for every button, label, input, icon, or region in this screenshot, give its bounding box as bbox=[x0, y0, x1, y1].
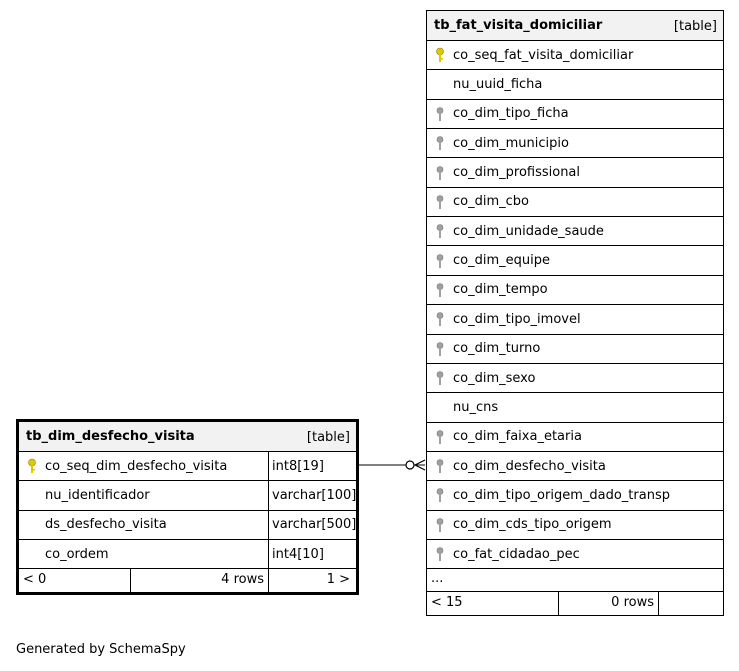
column-row[interactable] bbox=[427, 364, 723, 392]
primary-key-icon bbox=[26, 458, 38, 474]
primary-key-icon bbox=[434, 47, 446, 63]
column-name: nu_cns bbox=[453, 399, 499, 415]
foreign-key-icon bbox=[434, 517, 446, 533]
column-type: int4[10] bbox=[272, 546, 324, 562]
column-name: ds_desfecho_visita bbox=[45, 517, 167, 533]
table-footer bbox=[19, 569, 356, 593]
parent-count[interactable]: < 0 bbox=[23, 572, 47, 588]
column-row[interactable] bbox=[427, 217, 723, 245]
table-header bbox=[19, 422, 356, 451]
column-name: co_dim_sexo bbox=[453, 370, 536, 386]
foreign-key-icon bbox=[434, 311, 446, 327]
column-row[interactable] bbox=[427, 335, 723, 363]
table-type-tag: [table] bbox=[673, 19, 717, 34]
column-name: co_dim_desfecho_visita bbox=[453, 458, 606, 474]
column-row[interactable] bbox=[427, 100, 723, 128]
table-name: tb_dim_desfecho_visita bbox=[26, 429, 195, 444]
column-row[interactable] bbox=[427, 393, 723, 421]
column-row[interactable] bbox=[427, 305, 723, 333]
table-tb-dim-desfecho-visita[interactable] bbox=[16, 419, 359, 595]
column-row[interactable] bbox=[19, 481, 356, 509]
column-name: co_seq_dim_desfecho_visita bbox=[45, 458, 228, 474]
foreign-key-icon bbox=[434, 223, 446, 239]
column-name: co_dim_turno bbox=[453, 341, 541, 357]
column-name: co_dim_tipo_origem_dado_transp bbox=[453, 487, 670, 503]
column-name: co_dim_tipo_ficha bbox=[453, 106, 569, 122]
column-name: co_dim_faixa_etaria bbox=[453, 429, 582, 445]
row-count: 4 rows bbox=[221, 572, 264, 588]
foreign-key-icon bbox=[434, 458, 446, 474]
foreign-key-icon bbox=[434, 253, 446, 269]
foreign-key-icon bbox=[434, 341, 446, 357]
column-row[interactable] bbox=[19, 452, 356, 480]
generated-by-label: Generated by SchemaSpy bbox=[16, 642, 186, 657]
column-row[interactable] bbox=[19, 540, 356, 568]
table-header bbox=[427, 11, 723, 40]
column-row[interactable] bbox=[427, 540, 723, 568]
foreign-key-icon bbox=[434, 165, 446, 181]
column-name: co_dim_cbo bbox=[453, 194, 529, 210]
foreign-key-icon bbox=[434, 429, 446, 445]
column-row[interactable] bbox=[427, 188, 723, 216]
column-name: co_dim_tipo_imovel bbox=[453, 311, 581, 327]
foreign-key-icon bbox=[434, 194, 446, 210]
column-name: co_dim_unidade_saude bbox=[453, 223, 604, 239]
column-type: varchar[100] bbox=[272, 487, 357, 503]
column-name: co_dim_municipio bbox=[453, 135, 569, 151]
parent-count[interactable]: < 15 bbox=[431, 595, 463, 611]
foreign-key-icon bbox=[434, 487, 446, 503]
child-count[interactable]: 1 > bbox=[326, 572, 350, 588]
foreign-key-icon bbox=[434, 370, 446, 386]
foreign-key-icon bbox=[434, 135, 446, 151]
table-tb-fat-visita-domiciliar[interactable] bbox=[426, 10, 724, 616]
column-name: nu_identificador bbox=[45, 487, 150, 503]
foreign-key-icon bbox=[434, 546, 446, 562]
column-row[interactable] bbox=[427, 246, 723, 274]
table-footer bbox=[427, 592, 723, 616]
more-columns-indicator bbox=[427, 569, 723, 591]
column-name: co_dim_equipe bbox=[453, 253, 550, 269]
column-name: co_dim_tempo bbox=[453, 282, 548, 298]
column-row[interactable] bbox=[427, 481, 723, 509]
column-row[interactable] bbox=[427, 452, 723, 480]
more-columns-text: ... bbox=[431, 571, 444, 587]
column-row[interactable] bbox=[427, 41, 723, 69]
column-row[interactable] bbox=[427, 129, 723, 157]
column-name: co_ordem bbox=[45, 546, 109, 562]
column-row[interactable] bbox=[427, 423, 723, 451]
crowfoot-upper bbox=[415, 460, 425, 465]
column-row[interactable] bbox=[427, 158, 723, 186]
row-count: 0 rows bbox=[611, 595, 654, 611]
foreign-key-icon bbox=[434, 106, 446, 122]
crowfoot-lower bbox=[415, 465, 425, 470]
table-name: tb_fat_visita_domiciliar bbox=[434, 18, 603, 33]
column-name: co_fat_cidadao_pec bbox=[453, 546, 580, 562]
foreign-key-icon bbox=[434, 282, 446, 298]
column-row[interactable] bbox=[427, 70, 723, 98]
column-name: nu_uuid_ficha bbox=[453, 77, 543, 93]
column-row[interactable] bbox=[427, 511, 723, 539]
column-row[interactable] bbox=[19, 511, 356, 539]
table-type-tag: [table] bbox=[306, 430, 350, 445]
column-type: varchar[500] bbox=[272, 517, 357, 533]
column-name: co_dim_profissional bbox=[453, 165, 581, 181]
column-name: co_dim_cds_tipo_origem bbox=[453, 517, 612, 533]
column-row[interactable] bbox=[427, 276, 723, 304]
column-type: int8[19] bbox=[272, 458, 324, 474]
zero-cardinality-circle bbox=[406, 461, 414, 469]
column-name: co_seq_fat_visita_domiciliar bbox=[453, 47, 634, 63]
